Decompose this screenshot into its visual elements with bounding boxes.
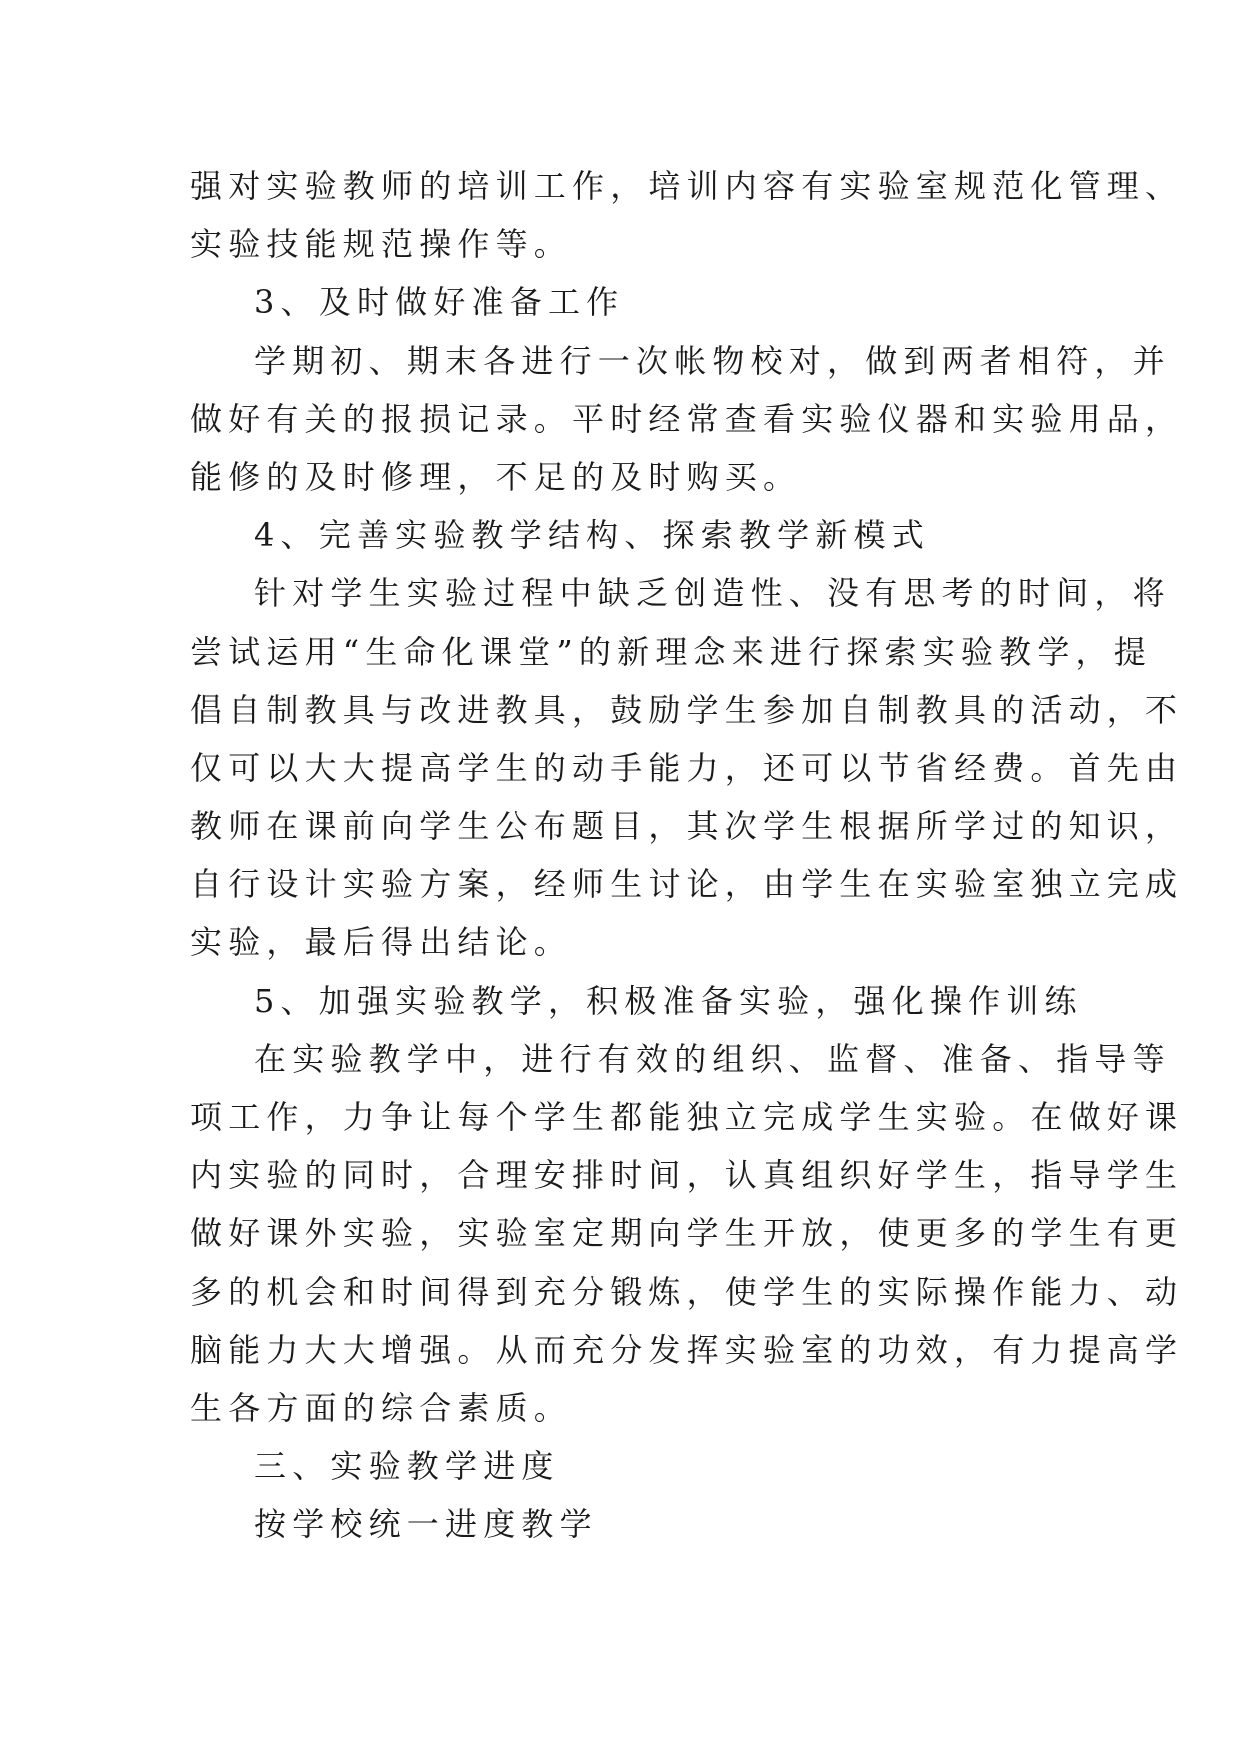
section-heading: 4、完善实验教学结构、探索教学新模式 [254,516,930,555]
text-line: 自行设计实验方案，经师生讨论，由学生在实验室独立完成 [190,865,1184,904]
text-line: 实验，最后得出结论。 [190,923,573,962]
text-line: 倡自制教具与改进教具，鼓励学生参加自制教具的活动，不 [190,690,1184,729]
section-heading: 三、实验教学进度 [254,1447,560,1486]
document-body [190,157,1184,1554]
text-line: 项工作，力争让每个学生都能独立完成学生实验。在做好课 [190,1098,1184,1136]
text-line: 按学校统一进度教学 [254,1505,598,1544]
text-line: 尝试运用“生命化课堂”的新理念来进行探索实验教学，提 [190,632,1152,671]
text-line: 仅可以大大提高学生的动手能力，还可以节省经费。首先由 [190,748,1184,787]
section-heading: 3、及时做好准备工作 [254,283,625,322]
text-line: 针对学生实验过程中缺乏创造性、没有思考的时间，将 [254,574,1171,613]
text-line: 强对实验教师的培训工作，培训内容有实验室规范化管理、 [190,167,1184,205]
text-line: 生各方面的综合素质。 [190,1388,573,1427]
text-line: 学期初、期末各进行一次帐物校对，做到两者相符，并 [254,341,1171,380]
text-line: 多的机会和时间得到充分锻炼，使学生的实际操作能力、动 [190,1272,1184,1311]
text-line: 实验技能规范操作等。 [190,225,573,264]
section-heading: 5、加强实验教学，积极准备实验，强化操作训练 [254,981,1083,1020]
text-line: 教师在课前向学生公布题目，其次学生根据所学过的知识， [190,807,1184,846]
text-line: 能修的及时修理，不足的及时购买。 [190,457,802,496]
text-line: 内实验的同时，合理安排时间，认真组织好学生，指导学生 [190,1156,1184,1195]
text-line: 在实验教学中，进行有效的组织、监督、准备、指导等 [254,1039,1171,1078]
text-line: 脑能力大大增强。从而充分发挥实验室的功效，有力提高学 [190,1330,1184,1369]
text-line: 做好有关的报损记录。平时经常查看实验仪器和实验用品， [190,399,1184,438]
text-line: 做好课外实验，实验室定期向学生开放，使更多的学生有更 [190,1214,1184,1253]
